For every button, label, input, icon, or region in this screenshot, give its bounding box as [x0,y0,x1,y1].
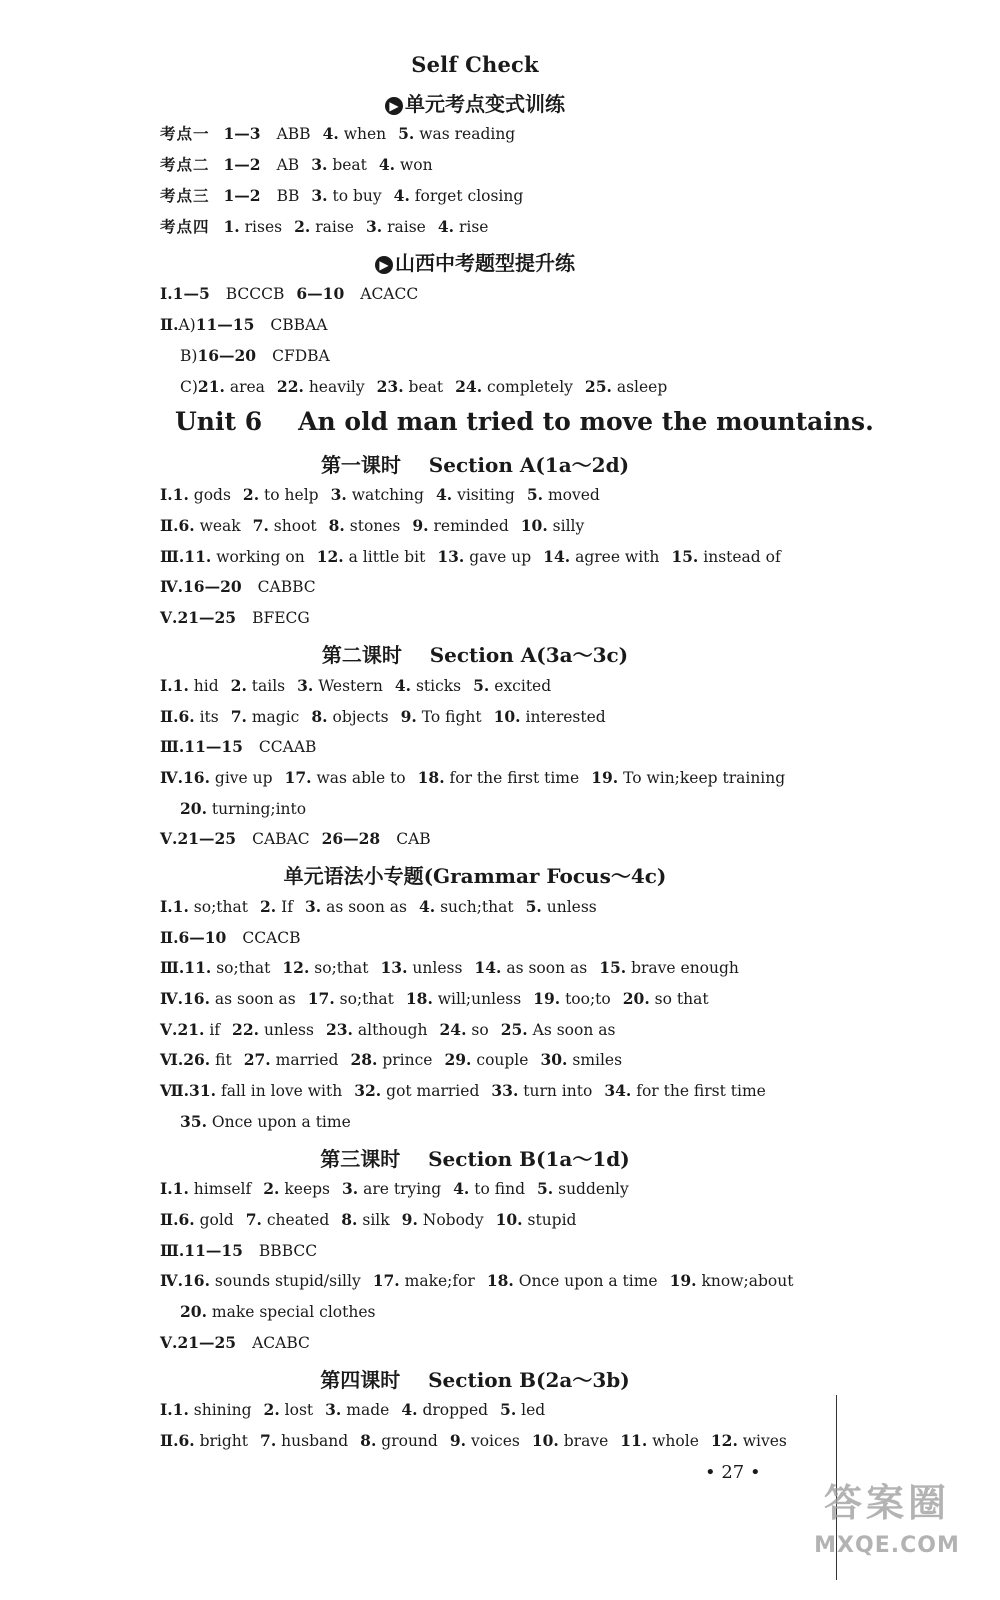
item-answer: made [346,1401,390,1419]
item-answer: although [357,1021,428,1039]
item-number: 23. [325,1020,353,1039]
item-number: 7. [230,707,247,726]
roman-numeral: Ⅰ. [160,1179,173,1198]
item-answer: unless [412,959,463,977]
lesson1-row-1 [160,485,612,505]
lesson1-row-5 [160,608,322,628]
item-answer: so;that [314,959,369,977]
item-number: 13. [380,958,408,977]
item-answer: so;that [193,898,248,916]
item-number: 19. [591,768,619,787]
lesson4-row-1 [160,1400,557,1420]
item-number: 7. [245,1210,262,1229]
item-answer: objects [332,708,389,726]
item-answer: turning;into [211,800,307,818]
item-answer: brave enough [631,959,739,977]
item-number: 21. [177,1020,205,1039]
item-answer: fit [215,1051,232,1069]
item-number: 6. [178,707,195,726]
item-answer: tails [251,677,286,695]
lesson2-row-3 [160,737,328,757]
grammar-row-6 [160,1050,634,1070]
item-number: 13. [437,547,465,566]
item-number: 18. [405,989,433,1008]
item-answer: couple [476,1051,529,1069]
item-number: 18. [486,1271,514,1290]
item-number: 4. [453,1179,470,1198]
circle-arrow-icon: ▶ [385,97,403,115]
item-answer: silly [552,517,585,535]
item-number: 32. [354,1081,382,1100]
item-number: 7. [260,1431,277,1450]
item-number: 8. [328,516,345,535]
item-answer: for the first time [636,1082,766,1100]
item-answer: so [471,1021,489,1039]
roman-numeral: Ⅳ. [160,768,183,787]
roman-numeral: Ⅳ. [160,577,183,596]
item-answer: interested [525,708,606,726]
item-answer: husband [281,1432,349,1450]
item-number: 8. [311,707,328,726]
item-answer: agree with [575,548,660,566]
item-answer: dropped [422,1401,489,1419]
item-number: 20. [622,989,650,1008]
kaodian-2-row: 考点二 1—2 AB 3. beat 4. won [160,155,433,174]
self-check-heading: Self Check [411,52,539,77]
item-number: 26. [183,1050,211,1069]
item-number: 7. [252,516,269,535]
lesson2-row-5 [160,829,443,849]
item-number: 3. [304,897,322,916]
item-number: 1. [172,676,189,695]
item-answer: cheated [266,1211,330,1229]
item-answer: ground [381,1432,438,1450]
item-answer: hid [193,677,219,695]
item-number: 4. [401,1400,418,1419]
item-number: 9. [412,516,429,535]
item-number: 24. [439,1020,467,1039]
item-answer: Once upon a time [211,1113,351,1131]
page-number: • 27 • [705,1462,761,1483]
roman-numeral: Ⅲ. [160,958,185,977]
item-answer: To win;keep training [623,769,786,787]
item-number: 22. [232,1020,260,1039]
roman-numeral: Ⅱ. [160,928,179,947]
item-answer: a little bit [348,548,426,566]
item-answer: voices [470,1432,520,1450]
item-number: 5. [525,897,542,916]
item-answer: unless [263,1021,314,1039]
item-answer: such;that [440,898,514,916]
lesson3-row-5 [160,1333,322,1353]
lesson3-row-1 [160,1179,641,1199]
item-answer: sticks [415,677,462,695]
item-answer: if [209,1021,221,1039]
item-answer: If [281,898,293,916]
item-number: 18. [417,768,445,787]
item-answer: shining [193,1401,252,1419]
item-answer: stones [349,517,401,535]
item-number: 1. [172,1179,189,1198]
lesson1-row-4 [160,577,328,597]
range-answers: BBBCC [258,1242,318,1260]
kaodian-1-row: 考点一 1—3 ABB 4. when 5. was reading [160,124,516,143]
item-number: 3. [325,1400,342,1419]
lesson2-row-1 [160,676,563,696]
item-number: 10. [531,1431,559,1450]
roman-numeral: Ⅰ. [160,485,173,504]
item-answer: its [199,708,219,726]
item-answer: suddenly [558,1180,629,1198]
item-answer: smiles [572,1051,623,1069]
item-answer: Nobody [422,1211,484,1229]
item-answer: as soon as [214,990,296,1008]
item-number: 14. [543,547,571,566]
item-number: 30. [540,1050,568,1069]
item-number: 2. [230,676,247,695]
item-number: 2. [242,485,260,504]
item-answer: shoot [273,517,317,535]
item-answer: silk [362,1211,390,1229]
lesson2-row-4 [160,768,797,788]
item-answer: gave up [469,548,532,566]
item-number: 5. [500,1400,517,1419]
roman-numeral: Ⅶ. [160,1081,190,1100]
item-number: 5. [473,676,490,695]
item-number: 11. [184,547,212,566]
item-number: 33. [491,1081,519,1100]
item-answer: as soon as [506,959,588,977]
item-answer: Once upon a time [518,1272,658,1290]
item-answer: too;to [565,990,611,1008]
grammar-row-7b [180,1112,363,1132]
roman-numeral: Ⅲ. [160,737,185,756]
item-answer: reminded [433,517,509,535]
item-answer: for the first time [449,769,580,787]
lesson1-heading: 第一课时 Section A(1a～2d) [320,453,630,477]
grammar-row-7 [160,1081,778,1101]
item-number: 1. [172,897,189,916]
item-number: 4. [435,485,453,504]
roman-numeral: Ⅴ. [160,1020,178,1039]
item-number: 3. [342,1179,359,1198]
grammar-row-3 [160,958,751,978]
grammar-row-2 [160,928,313,948]
item-answer: brave [563,1432,609,1450]
lesson3-row-2 [160,1210,588,1230]
item-answer: weak [199,517,241,535]
circle-arrow-icon: ▶ [375,256,393,274]
item-number: 3. [330,485,347,504]
item-number: 11. [620,1431,648,1450]
item-answer: give up [214,769,273,787]
item-number: 3. [297,676,314,695]
item-answer: working on [216,548,305,566]
range-answers: CABBC [257,578,316,596]
range-label: 16—20 [183,577,242,596]
item-number: 25. [500,1020,528,1039]
roman-numeral: Ⅰ. [160,897,173,916]
item-answer: visiting [457,486,515,504]
grammar-row-5 [160,1020,627,1040]
item-number: 10. [520,516,548,535]
roman-numeral: Ⅰ. [160,676,173,695]
item-number: 34. [604,1081,632,1100]
item-answer: married [275,1051,339,1069]
item-answer: wives [742,1432,787,1450]
item-answer: gold [199,1211,234,1229]
item-number: 16. [183,1271,210,1290]
item-number: 16. [183,989,210,1008]
item-answer: will;unless [437,990,522,1008]
item-number: 1. [172,1400,189,1419]
item-number: 6. [178,516,195,535]
lesson1-row-3 [160,547,793,567]
item-answer: so that [654,990,709,1008]
roman-numeral: Ⅴ. [160,1333,178,1352]
item-number: 17. [307,989,335,1008]
range-label: 21—25 [177,608,237,627]
item-answer: unless [546,898,597,916]
item-number: 19. [533,989,561,1008]
item-number: 9. [401,1210,418,1229]
item-number: 10. [495,1210,523,1229]
item-answer: instead of [703,548,781,566]
item-answer: whole [652,1432,699,1450]
range-label: 26—28 [321,829,381,848]
item-answer: know;about [701,1272,794,1290]
item-answer: so;that [339,990,394,1008]
item-number: 17. [284,768,312,787]
item-number: 9. [449,1431,467,1450]
unit-title: Unit 6 An old man tried to move the mountains. [175,407,874,436]
item-answer: excited [494,677,552,695]
item-number: 6. [178,1210,195,1229]
watermark [792,1472,982,1592]
item-number: 29. [444,1050,472,1069]
item-number: 4. [394,676,412,695]
item-answer: himself [193,1180,252,1198]
range-answers: BFECG [252,609,310,627]
grammar-heading: 单元语法小专题(Grammar Focus～4c) [283,864,667,888]
item-answer: prince [382,1051,433,1069]
lesson3-heading: 第三课时 Section B(1a～1d) [320,1147,630,1171]
item-answer: make;for [404,1272,475,1290]
item-answer: sounds stupid/silly [214,1272,361,1290]
range-answers: CAB [396,830,431,848]
shanxi-row-3: B)16—20 CFDBA [180,346,330,365]
lesson3-row-4 [160,1271,805,1291]
lesson1-row-2 [160,516,596,536]
item-number: 31. [189,1081,217,1100]
item-number: 14. [474,958,502,977]
lesson3-row-4b [180,1302,387,1322]
watermark-logo: 答案圈 [823,1481,950,1525]
roman-numeral: Ⅰ. [160,1400,173,1419]
item-answer: turn into [523,1082,593,1100]
grammar-row-4 [160,989,721,1009]
roman-numeral: Ⅱ. [160,707,179,726]
shanxi-row-1: Ⅰ.1—5 BCCCB 6—10 ACACC [160,284,419,303]
item-number: 2. [263,1179,280,1198]
roman-numeral: Ⅱ. [160,1210,179,1229]
grammar-row-1 [160,897,609,917]
roman-numeral: Ⅲ. [160,1241,185,1260]
roman-numeral: Ⅳ. [160,989,183,1008]
item-number: 2. [259,897,277,916]
range-answers: CCAAB [258,738,317,756]
item-answer: To fight [421,708,482,726]
item-answer: as soon as [326,898,407,916]
roman-numeral: Ⅴ. [160,829,178,848]
item-answer: As soon as [532,1021,616,1039]
roman-numeral: Ⅱ. [160,1431,179,1450]
roman-numeral: Ⅱ. [160,516,179,535]
item-answer: watching [351,486,424,504]
item-answer: make special clothes [211,1303,376,1321]
item-answer: led [521,1401,546,1419]
item-number: 11. [184,958,212,977]
item-number: 17. [372,1271,400,1290]
item-answer: magic [251,708,300,726]
item-number: 16. [183,768,210,787]
watermark-url: MXQE.COM [814,1533,960,1558]
item-number: 28. [350,1050,378,1069]
roman-numeral: Ⅲ. [160,547,185,566]
item-number: 19. [669,1271,697,1290]
item-number: 27. [243,1050,271,1069]
item-answer: bright [199,1432,249,1450]
range-answers: CABAC [252,830,310,848]
item-number: 8. [341,1210,358,1229]
range-label: 11—15 [184,1241,243,1260]
lesson4-row-2 [160,1431,799,1451]
lesson2-row-4b [180,799,318,819]
shanxi-row-4: C)21. area 22. heavily 23. beat 24. completely 25. asleep [180,377,668,396]
range-label: 6—10 [178,928,227,947]
item-number: 5. [526,485,543,504]
item-answer: was able to [316,769,406,787]
item-answer: Western [318,677,383,695]
range-label: 11—15 [184,737,243,756]
item-answer: so;that [216,959,271,977]
shanxi-row-2: Ⅱ.A)11—15 CBBAA [160,315,328,334]
range-answers: ACABC [252,1334,310,1352]
item-number: 4. [418,897,436,916]
item-number: 12. [282,958,310,977]
roman-numeral: Ⅵ. [160,1050,184,1069]
item-number: 20. [180,799,207,818]
item-number: 2. [263,1400,280,1419]
range-label: 21—25 [177,1333,237,1352]
variation-heading: ▶ 单元考点变式训练 [0,88,950,117]
item-number: 1. [172,485,189,504]
kaodian-4-row: 考点四 1. rises 2. raise 3. raise 4. rise [160,217,489,236]
kaodian-3-row: 考点三 1—2 BB 3. to buy 4. forget closing [160,186,524,205]
lesson2-heading: 第二课时 Section A(3a～3c) [321,643,629,667]
roman-numeral: Ⅳ. [160,1271,183,1290]
item-answer: to find [474,1180,525,1198]
item-number: 5. [537,1179,554,1198]
item-number: 6. [178,1431,195,1450]
item-answer: stupid [527,1211,577,1229]
item-answer: lost [284,1401,314,1419]
item-number: 10. [493,707,521,726]
item-number: 12. [710,1431,738,1450]
item-answer: to help [264,486,319,504]
item-number: 15. [671,547,699,566]
item-number: 20. [180,1302,207,1321]
item-number: 9. [400,707,417,726]
item-number: 15. [599,958,627,977]
item-number: 35. [180,1112,207,1131]
item-answer: moved [547,486,600,504]
item-answer: keeps [284,1180,330,1198]
item-answer: got married [386,1082,480,1100]
lesson4-heading: 第四课时 Section B(2a～3b) [320,1368,630,1392]
item-number: 8. [360,1431,377,1450]
lesson2-row-2 [160,707,618,727]
roman-numeral: Ⅴ. [160,608,178,627]
lesson3-row-3 [160,1241,329,1261]
range-label: 21—25 [177,829,237,848]
item-number: 12. [316,547,344,566]
range-answers: CCACB [242,929,301,947]
item-answer: are trying [363,1180,442,1198]
shanxi-heading: ▶ 山西中考题型提升练 [0,247,950,276]
item-answer: fall in love with [220,1082,343,1100]
item-answer: gods [193,486,231,504]
